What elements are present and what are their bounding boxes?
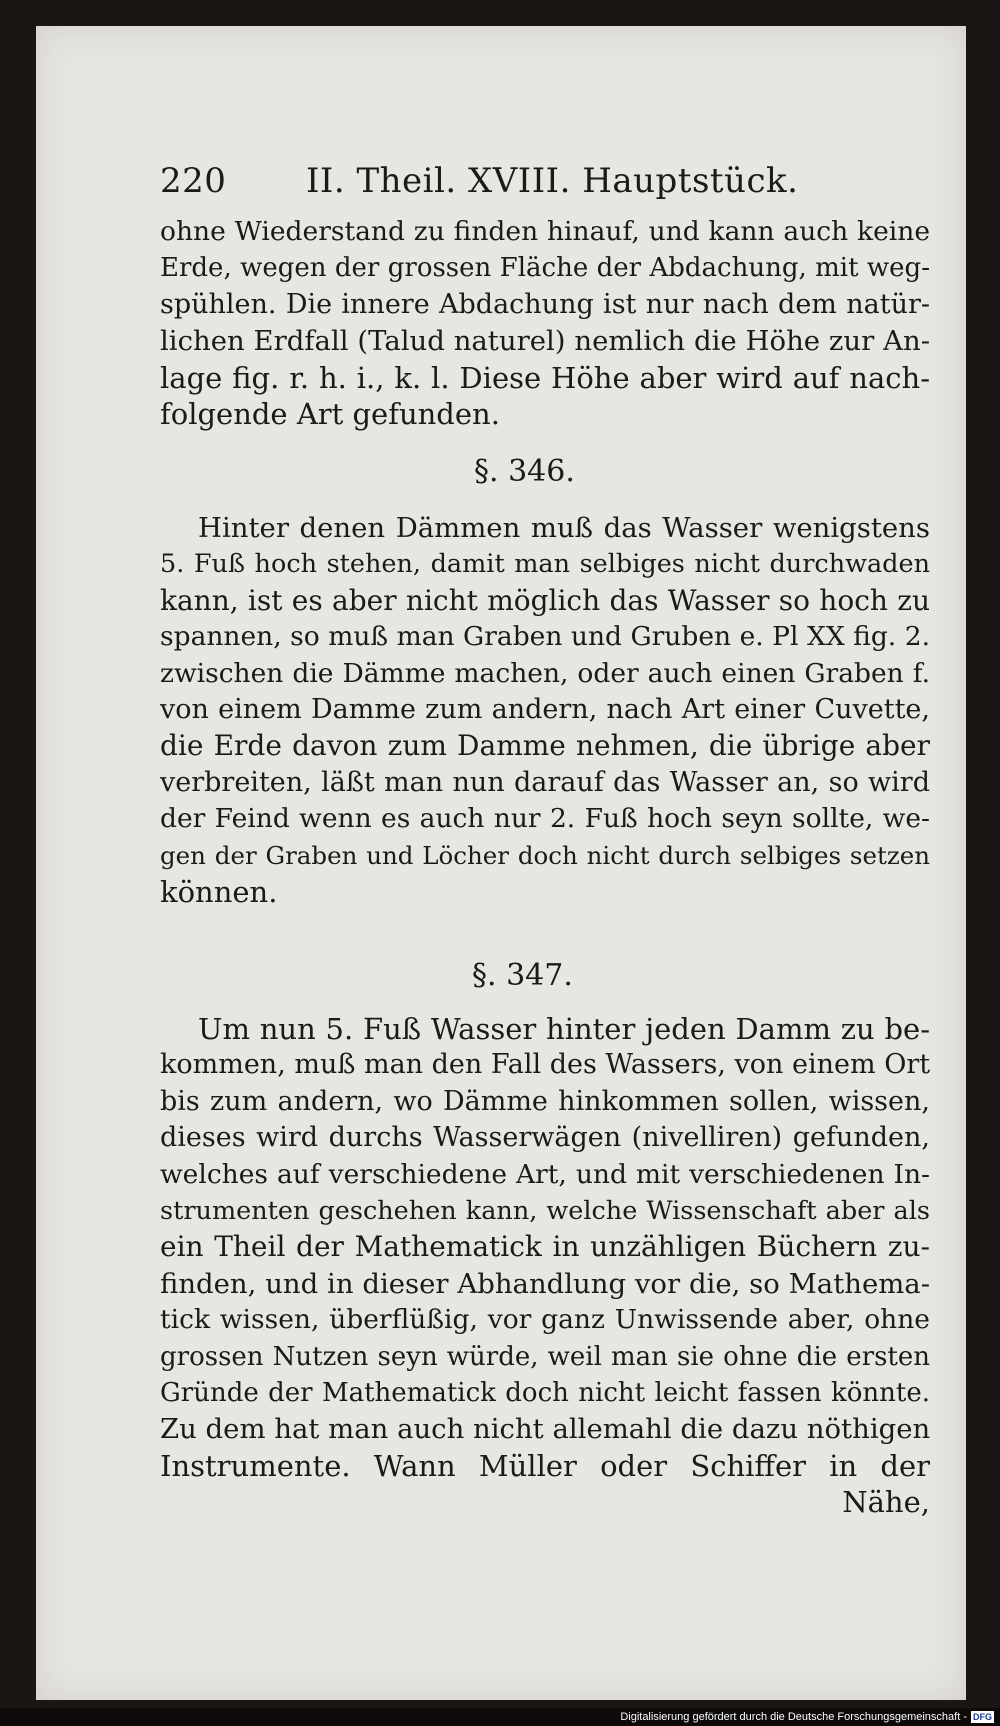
book-page <box>36 26 966 1700</box>
funding-credit <box>620 1709 994 1725</box>
text-line: können. <box>160 874 278 909</box>
text-line: dieses wird durchs Wasserwägen (nivelliren) gefunden, <box>160 1122 930 1154</box>
text-line: Instrumente. Wann Müller oder Schiffer in der <box>160 1448 930 1483</box>
text-line: finden, und in dieser Abhandlung vor die, so Mathema- <box>160 1267 930 1300</box>
text-line: Um nun 5. Fuß Wasser hinter jeden Damm zu be- <box>198 1012 930 1046</box>
text-line: tick wissen, überflüßig, vor ganz Unwissende aber, ohne <box>160 1304 930 1336</box>
text-line: bis zum andern, wo Dämme hinkommen sollen, wissen, <box>160 1085 930 1117</box>
text-line: Erde, wegen der grossen Fläche der Abdachung, mit weg- <box>160 253 930 284</box>
funding-credit-text: Digitalisierung gefördert durch die Deutsche Forschungsgemeinschaft - <box>620 1711 967 1723</box>
text-line: grossen Nutzen seyn würde, weil man sie ohne die ersten <box>160 1341 930 1372</box>
text-line: strumenten geschehen kann, welche Wissenschaft aber als <box>160 1195 930 1226</box>
section-heading-346: §. 346. <box>474 454 575 489</box>
intro-paragraph <box>160 214 930 432</box>
text-line: ohne Wiederstand zu finden hinauf, und kann auch keine <box>160 216 930 247</box>
catchword: Nähe, <box>842 1485 930 1520</box>
text-line: verbreiten, läßt man nun darauf das Wasser an, so wird <box>160 766 930 798</box>
text-line: ein Theil der Mathematick in unzähligen Büchern zu- <box>160 1230 930 1264</box>
paragraph-347 <box>160 1011 930 1520</box>
section-heading-347: §. 347. <box>472 958 573 993</box>
text-line: von einem Damme zum andern, nach Art einer Cuvette, <box>160 693 930 725</box>
text-line: lichen Erdfall (Talud naturel) nemlich die Höhe zur An- <box>160 325 930 358</box>
text-line: 5. Fuß hoch stehen, damit man selbiges nicht durchwaden <box>160 549 930 580</box>
text-line: kommen, muß man den Fall des Wassers, von einem Ort <box>160 1049 930 1081</box>
text-line: spannen, so muß man Graben und Gruben e. Pl XX fig. 2. <box>160 621 930 653</box>
text-line: lage fig. r. h. i., k. l. Diese Höhe aber wird auf nach- <box>160 360 930 395</box>
running-head <box>160 161 800 205</box>
text-line: kann, ist es aber nicht möglich das Wasser so hoch zu <box>160 583 930 617</box>
text-line: Hinter denen Dämmen muß das Wasser wenigstens <box>198 512 930 544</box>
text-line: der Feind wenn es auch nur 2. Fuß hoch seyn sollte, we- <box>160 803 930 835</box>
text-line: die Erde davon zum Damme nehmen, die übrige aber <box>160 729 930 763</box>
text-line: zwischen die Dämme machen, oder auch einen Graben f. <box>160 657 930 689</box>
text-line: Zu dem hat man auch nicht allemahl die dazu nöthigen <box>160 1413 930 1446</box>
text-line: gen der Graben und Löcher doch nicht durch selbiges setzen <box>160 840 930 870</box>
dfg-logo: DFG <box>973 1712 992 1723</box>
page-number: 220 <box>160 161 227 201</box>
running-title: II. Theil. XVIII. Hauptstück. <box>306 161 799 201</box>
text-line: Gründe der Mathematick doch nicht leicht fassen könnte. <box>160 1377 930 1408</box>
paragraph-346 <box>160 510 930 910</box>
text-line: folgende Art gefunden. <box>160 396 500 431</box>
text-line: welches auf verschiedene Art, und mit verschiedenen In- <box>160 1158 930 1190</box>
text-line: spühlen. Die innere Abdachung ist nur nach dem natür- <box>160 288 930 320</box>
